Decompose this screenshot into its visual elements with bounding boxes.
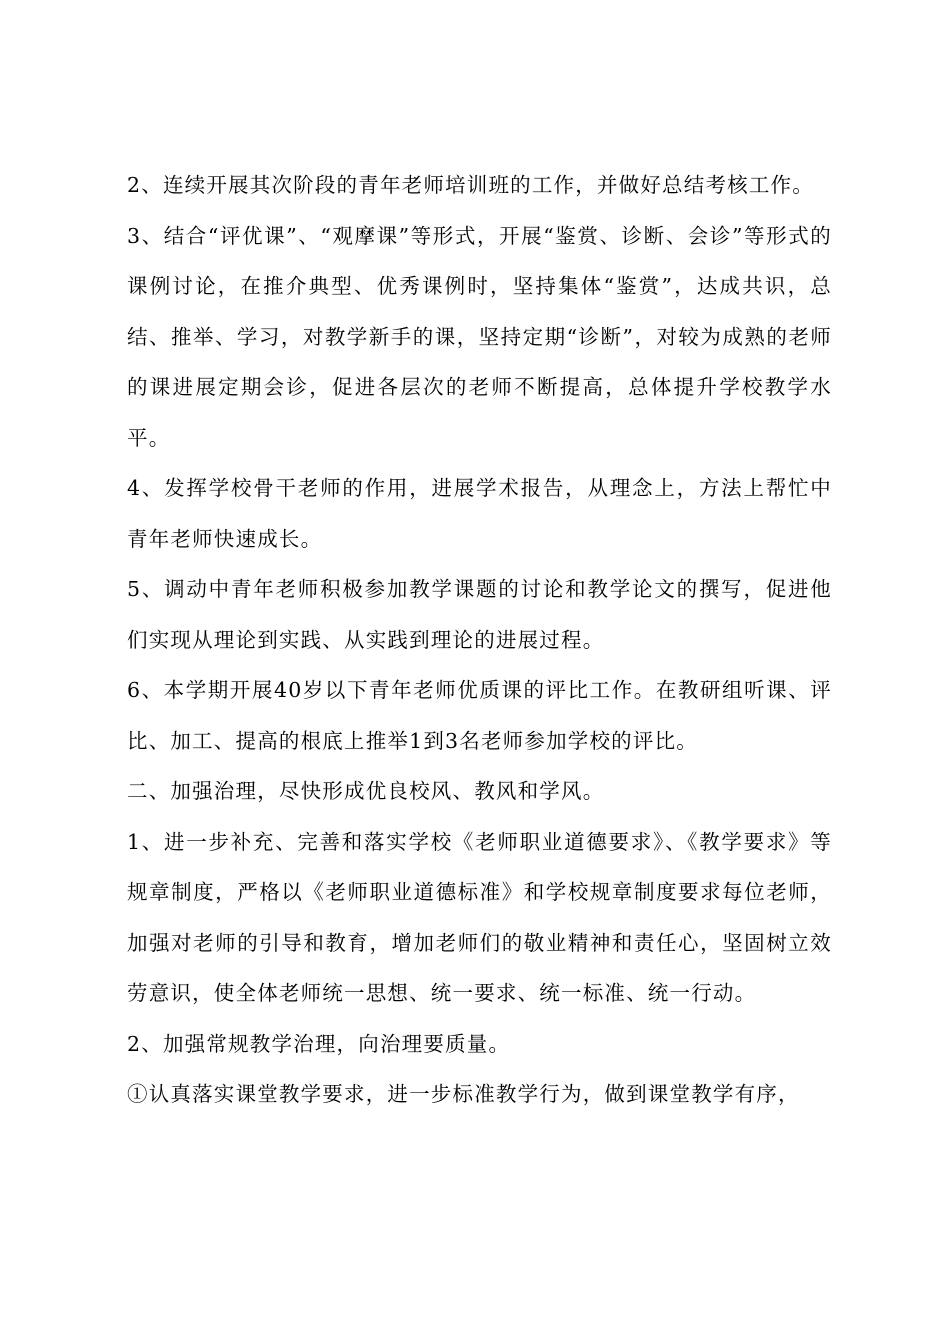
document-body [127, 160, 832, 1120]
paragraph-item-4: 4、发挥学校骨干老师的作用，进展学术报告，从理念上，方法上帮忙中青年老师快速成长。 [127, 476, 832, 551]
paragraph-subitem-1: ①认真落实课堂教学要求，进一步标准教学行为，做到课堂教学有序， [127, 1082, 800, 1106]
paragraph-item-6: 6、本学期开展40岁以下青年老师优质课的评比工作。在教研组听课、评比、加工、提高的根底上推举1到3名老师参加学校的评比。 [127, 678, 832, 753]
paragraph-item-2: 2、连续开展其次阶段的青年老师培训班的工作，并做好总结考核工作。 [127, 173, 814, 197]
paragraph-item-1: 1、进一步补充、完善和落实学校《老师职业道德要求》、《教学要求》等规章制度，严格以《老师职业道德标准》和学校规章制度要求每位老师，加强对老师的引导和教育，增加老师们的敬业精神和责任心，坚固树立效劳意识，使全体老师统一思想、统一要求、统一标准、统一行动。 [127, 829, 832, 1005]
paragraph-item-5: 5、调动中青年老师积极参加教学课题的讨论和教学论文的撰写，促进他们实现从理论到实践、从实践到理论的进展过程。 [127, 577, 832, 652]
section-heading-2: 二、加强治理，尽快形成优良校风、教风和学风。 [127, 779, 605, 803]
paragraph-item-2-quality: 2、加强常规教学治理，向治理要质量。 [127, 1031, 511, 1056]
paragraph-item-3: 3、结合“评优课”、“观摩课”等形式，开展“鉴赏、诊断、会诊”等形式的课例讨论，在推介典型、优秀课例时，坚持集体“鉴赏”，达成共识，总结、推举、学习，对教学新手的课，坚持定期“诊断”，对较为成熟的老师的课进展定期会诊，促进各层次的老师不断提高，总体提升学校教学水平。 [127, 223, 832, 450]
